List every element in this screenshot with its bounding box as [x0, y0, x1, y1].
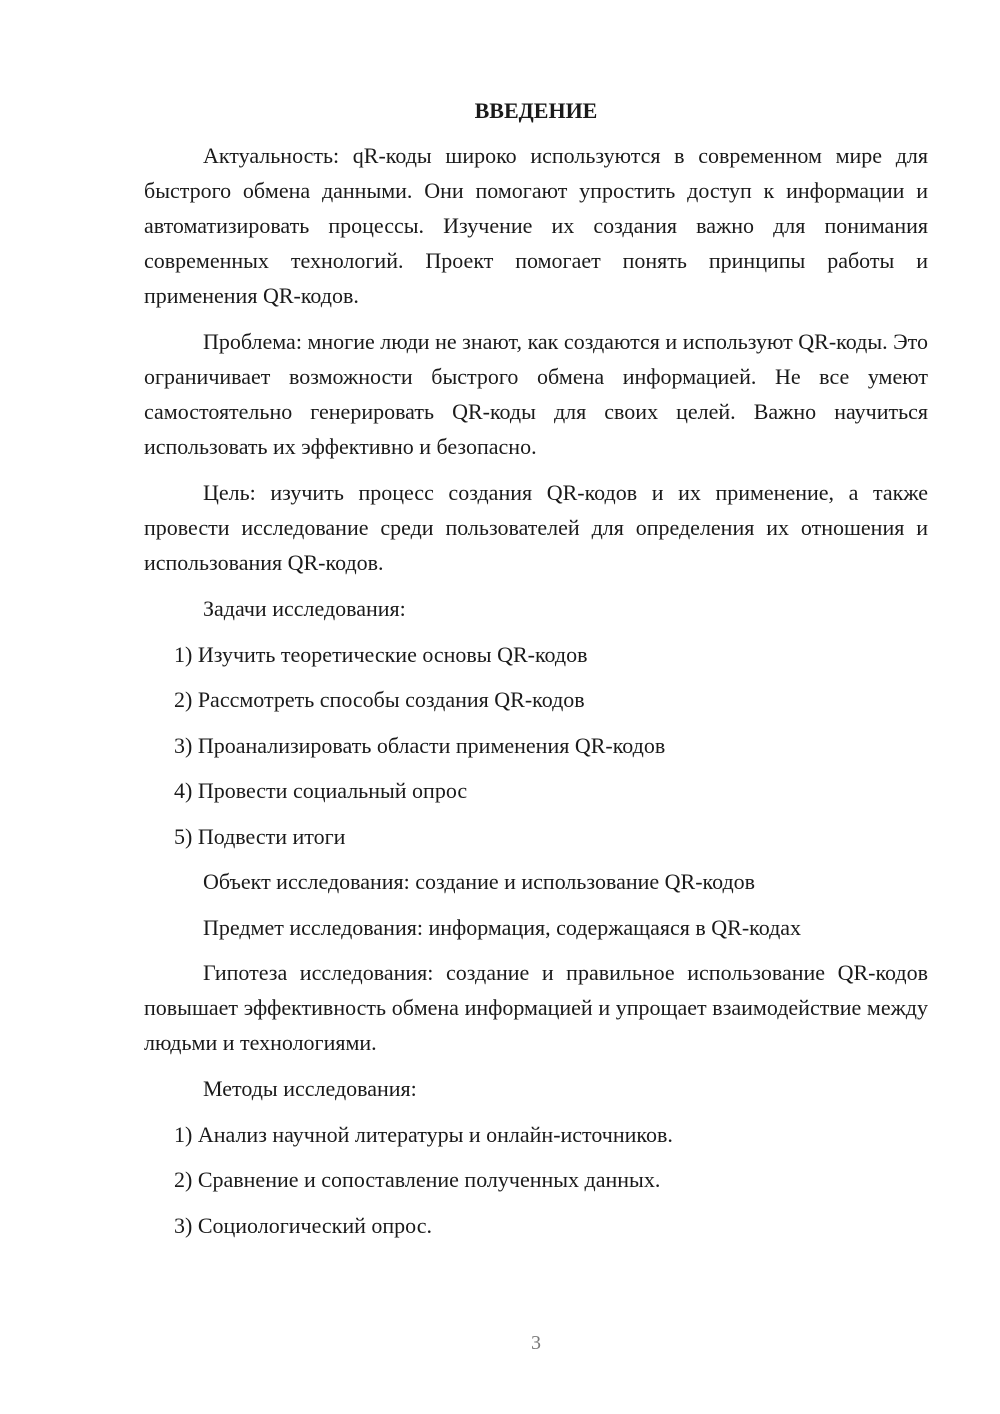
methods-title: Методы исследования: [203, 1076, 417, 1101]
problem-paragraph: Проблема: многие люди не знают, как создаются и используют QR-коды. Это ограничивает возможности быстрого обмена информацией. Не все умеют самостоятельно генерировать QR-коды для своих целей. Важно научиться использовать их эффективно и безопасно. [144, 329, 928, 459]
research-object: Объект исследования: создание и использование QR-кодов [203, 869, 756, 894]
page-number: 3 [531, 1332, 541, 1354]
task-item: 4) Провести социальный опрос [174, 778, 468, 803]
section-heading: ВВЕДЕНИЕ [474, 98, 598, 123]
task-item: 2) Рассмотреть способы создания QR-кодов [174, 687, 585, 712]
task-item: 1) Изучить теоретические основы QR-кодов [174, 641, 588, 667]
tasks-title: Задачи исследования: [203, 596, 406, 621]
task-item: 3) Проанализировать области применения QR-кодов [174, 732, 666, 758]
research-subject: Предмет исследования: информация, содержащаяся в QR-кодах [203, 914, 802, 940]
hypothesis-paragraph: Гипотеза исследования: создание и правильное использование QR-кодов повышает эффективность обмена информацией и упрощает взаимодействие между людьми и технологиями. [144, 960, 928, 1055]
method-item: 1) Анализ научной литературы и онлайн-источников. [174, 1121, 673, 1147]
relevance-paragraph: Актуальность: qR-коды широко используются в современном мире для быстрого обмена данными. Они помогают упростить доступ к информации и автоматизировать процессы. Изучение их создания важно для понимания современных технологий. Проект помогает понять принципы работы и применения QR-кодов. [144, 143, 928, 308]
task-item: 5) Подвести итоги [174, 823, 346, 849]
method-item: 3) Социологический опрос. [174, 1212, 432, 1238]
goal-paragraph: Цель: изучить процесс создания QR-кодов и их применение, а также провести исследование среди пользователей для определения их отношения и использования QR-кодов. [144, 480, 928, 575]
document-page [144, 96, 928, 1253]
method-item: 2) Сравнение и сопоставление полученных данных. [174, 1167, 661, 1192]
